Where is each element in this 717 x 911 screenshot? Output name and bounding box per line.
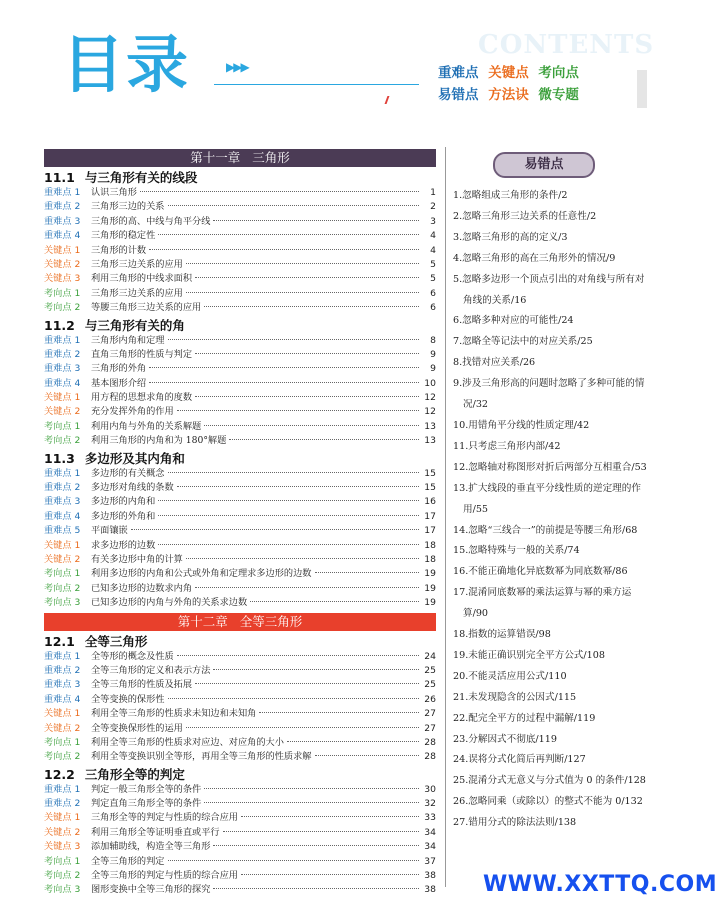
toc-row[interactable] — [44, 722, 436, 736]
toc-row-page: 4 — [430, 244, 436, 256]
toc-row[interactable] — [44, 258, 436, 272]
section-title: 多边形及其内角和 — [84, 450, 185, 466]
toc-row[interactable] — [44, 200, 436, 214]
toc-row-page: 33 — [424, 812, 436, 824]
toc-row-tag: 考向点 3 — [44, 884, 81, 896]
column-divider — [445, 147, 446, 887]
toc-row-page: 25 — [424, 679, 436, 691]
toc-row-page: 2 — [430, 201, 436, 213]
error-point-item[interactable]: 1.忽略组成三角形的条件/2 — [453, 190, 568, 201]
toc-row-title: 充分发挥外角的作用 — [91, 406, 174, 418]
toc-row-page: 6 — [430, 287, 436, 299]
toc-row-tag: 重难点 1 — [44, 187, 81, 198]
legend-fangfajue: 方法诀 — [488, 87, 529, 103]
toc-row-title: 平面镶嵌 — [91, 525, 128, 537]
toc-row-title: 等腰三角形三边关系的应用 — [91, 302, 202, 314]
section-heading[interactable] — [44, 767, 436, 783]
dot-leader — [241, 816, 419, 817]
legend-row-1 — [438, 62, 658, 84]
dot-leader — [213, 669, 419, 670]
toc-row-tag: 关键点 2 — [44, 722, 81, 734]
toc-row-title: 三角形的外角 — [91, 363, 147, 375]
toc-row[interactable] — [44, 186, 436, 200]
error-point-item[interactable]: 26.忽略同乘（或除以）的整式不能为 0/132 — [453, 796, 643, 808]
toc-row-title: 利用全等变换识别全等形，再用全等三角形的性质求解 — [91, 751, 312, 763]
dot-leader — [213, 220, 419, 221]
dot-leader — [168, 339, 420, 340]
header-divider — [214, 84, 419, 85]
section-heading[interactable] — [44, 170, 436, 186]
dot-leader — [213, 845, 419, 846]
toc-row-tag: 重难点 2 — [44, 798, 81, 810]
toc-row-page: 12 — [424, 406, 436, 418]
toc-row-tag: 关键点 2 — [44, 406, 81, 418]
toc-row[interactable] — [44, 510, 436, 524]
toc-row-title: 添加辅助线，构造全等三角形 — [91, 841, 211, 853]
toc-row-title: 全等变换保形性的运用 — [91, 722, 183, 734]
dot-leader — [195, 587, 419, 588]
toc-row[interactable] — [44, 539, 436, 553]
chapter-header[interactable] — [44, 149, 436, 167]
toc-row-page: 15 — [424, 467, 436, 479]
toc-row-page: 19 — [424, 582, 436, 594]
toc-row-title: 利用内角与外角的关系解题 — [91, 420, 202, 432]
toc-row-tag: 关键点 1 — [44, 539, 81, 551]
toc-row-title: 判定直角三角形全等的条件 — [91, 798, 202, 810]
toc-row-page: 9 — [430, 363, 436, 375]
dot-leader — [186, 558, 419, 559]
dot-leader — [149, 382, 419, 383]
toc-row-page: 28 — [424, 736, 436, 748]
toc-row-tag: 重难点 4 — [44, 230, 81, 242]
toc-row[interactable] — [44, 434, 436, 448]
toc-row[interactable] — [44, 348, 436, 362]
toc-row-title: 利用三角形全等证明垂直或平行 — [91, 826, 220, 838]
toc-row[interactable] — [44, 736, 436, 750]
error-point-item[interactable]: 20.不能灵活应用公式/110 — [453, 670, 567, 682]
dot-leader — [195, 683, 419, 684]
toc-row[interactable] — [44, 869, 436, 883]
toc-row-page: 30 — [424, 783, 436, 795]
toc-row-page: 27 — [424, 722, 436, 734]
dot-leader — [204, 802, 419, 803]
error-point-item[interactable]: 13.扩大线段的垂直平分线性质的逆定理的作用/55 — [453, 482, 641, 515]
error-point-item[interactable]: 16.不能正确地化异底数幂为同底数幂/86 — [453, 566, 628, 578]
toc-row-tag: 重难点 4 — [44, 510, 81, 522]
toc-row-tag: 重难点 4 — [44, 377, 81, 389]
toc-row[interactable] — [44, 495, 436, 509]
error-point-item[interactable]: 18.指数的运算错误/98 — [453, 629, 551, 641]
toc-row[interactable] — [44, 693, 436, 707]
toc-row[interactable] — [44, 405, 436, 419]
toc-row-page: 19 — [424, 597, 436, 609]
toc-row[interactable] — [44, 883, 436, 897]
error-point-item[interactable]: 22.配完全平方的过程中漏解/119 — [453, 712, 596, 724]
dot-leader — [259, 712, 419, 713]
legend-zhongnandian: 重难点 — [438, 65, 479, 81]
toc-row-title: 基本图形介绍 — [91, 377, 147, 389]
toc-row-page: 8 — [430, 334, 436, 346]
toc-row-tag: 重难点 2 — [44, 201, 81, 213]
error-point-item[interactable]: 24.误将分式化简后再判断/127 — [453, 754, 586, 766]
toc-row-tag: 关键点 1 — [44, 708, 81, 720]
toc-row[interactable] — [44, 811, 436, 825]
toc-row-page: 25 — [424, 664, 436, 676]
error-point-item[interactable]: 25.混淆分式无意义与分式值为 0 的条件/128 — [453, 775, 646, 787]
error-point-item[interactable]: 7.忽略全等记法中的对应关系/25 — [453, 336, 593, 348]
toc-row-tag: 重难点 4 — [44, 693, 81, 705]
toc-row[interactable] — [44, 750, 436, 764]
toc-row-page: 13 — [424, 420, 436, 432]
toc-row-tag: 考向点 1 — [44, 855, 81, 867]
toc-row[interactable] — [44, 783, 436, 797]
toc-row[interactable] — [44, 797, 436, 811]
toc-row-tag: 关键点 2 — [44, 826, 81, 838]
dot-leader — [168, 472, 420, 473]
toc-row-title: 全等三角形的判定 — [91, 855, 165, 867]
toc-row-page: 19 — [424, 568, 436, 580]
error-point-item[interactable]: 3.忽略三角形的高的定义/3 — [453, 231, 568, 243]
toc-row-tag: 重难点 2 — [44, 664, 81, 676]
dot-leader — [149, 367, 419, 368]
toc-row-title: 三角形三边关系的应用 — [91, 287, 183, 299]
dot-leader — [250, 601, 419, 602]
toc-row-tag: 重难点 2 — [44, 482, 81, 494]
toc-row[interactable] — [44, 334, 436, 348]
toc-row-title: 三角形的高、中线与角平分线 — [91, 215, 211, 227]
dot-leader — [223, 831, 419, 832]
toc-row-tag: 重难点 1 — [44, 650, 81, 662]
toc-row-title: 三角形的稳定性 — [91, 230, 156, 242]
toc-row-tag: 重难点 3 — [44, 496, 81, 508]
dot-leader — [168, 698, 420, 699]
section-heading[interactable] — [44, 318, 436, 334]
toc-row-tag: 考向点 2 — [44, 582, 81, 594]
toc-row[interactable] — [44, 467, 436, 481]
dot-leader — [131, 529, 419, 530]
toc-row[interactable] — [44, 678, 436, 692]
toc-row-title: 多边形对角线的条数 — [91, 482, 174, 494]
toc-row-title: 全等三角形的性质及拓展 — [91, 679, 193, 691]
toc-row[interactable] — [44, 664, 436, 678]
toc-row[interactable] — [44, 582, 436, 596]
toc-row[interactable] — [44, 362, 436, 376]
toc-row-title: 利用全等三角形的性质求对应边、对应角的大小 — [91, 736, 284, 748]
toc-row[interactable] — [44, 707, 436, 721]
toc-row[interactable] — [44, 272, 436, 286]
toc-row-tag: 关键点 3 — [44, 273, 81, 285]
error-point-item[interactable]: 10.用错角平分线的性质定理/42 — [453, 419, 590, 431]
toc-row-tag: 关键点 3 — [44, 841, 81, 853]
dot-leader — [177, 486, 419, 487]
toc-row-title: 直角三角形的性质与判定 — [91, 348, 193, 360]
toc-row-title: 多边形的外角和 — [91, 510, 156, 522]
toc-row-page: 12 — [424, 392, 436, 404]
error-point-item[interactable]: 5.忽略多边形一个顶点引出的对角线与所有对角线的关系/16 — [453, 273, 645, 306]
toc-row-tag: 关键点 1 — [44, 244, 81, 256]
error-point-item[interactable]: 14.忽略“三线合一”的前提是等腰三角形/68 — [453, 524, 638, 536]
error-points-panel — [453, 147, 653, 834]
toc-row-tag: 重难点 1 — [44, 783, 81, 795]
toc-row[interactable] — [44, 567, 436, 581]
toc-row-page: 16 — [424, 496, 436, 508]
dot-leader — [186, 292, 419, 293]
dot-leader — [158, 544, 419, 545]
toc-row[interactable] — [44, 301, 436, 315]
chapter-number: 第十一章 — [190, 150, 241, 165]
toc-row-page: 18 — [424, 539, 436, 551]
dot-leader — [158, 515, 419, 516]
toc-row-title: 利用全等三角形的性质求未知边和未知角 — [91, 708, 257, 720]
header — [0, 0, 683, 120]
toc-row-page: 26 — [424, 693, 436, 705]
toc-row[interactable] — [44, 244, 436, 258]
toc-row-page: 15 — [424, 482, 436, 494]
toc-row-page: 38 — [424, 884, 436, 896]
toc-row-tag: 考向点 2 — [44, 751, 81, 763]
toc-row-title: 全等形的概念及性质 — [91, 650, 174, 662]
toc-row-title: 求多边形的边数 — [91, 539, 156, 551]
dot-leader — [158, 500, 419, 501]
toc-row-title: 利用多边形的内角和公式或外角和定理求多边形的边数 — [91, 568, 312, 580]
arrow-icon: ▶▶▶ — [226, 60, 248, 74]
toc-row-page: 17 — [424, 510, 436, 522]
dot-leader — [315, 572, 420, 573]
toc-row-page: 3 — [430, 215, 436, 227]
toc-row-title: 有关多边形中角的计算 — [91, 553, 183, 565]
error-point-item[interactable]: 15.忽略特殊与一般的关系/74 — [453, 545, 580, 557]
error-point-item[interactable]: 12.忽略轴对称图形对折后两部分互相重合/53 — [453, 461, 647, 473]
table-of-contents — [44, 147, 436, 898]
dot-leader — [195, 353, 419, 354]
toc-row-title: 用方程的思想求角的度数 — [91, 392, 193, 404]
toc-row-page: 13 — [424, 435, 436, 447]
dot-leader — [177, 410, 419, 411]
toc-row[interactable] — [44, 481, 436, 495]
toc-row-page: 38 — [424, 870, 436, 882]
toc-row-page: 34 — [424, 826, 436, 838]
toc-row-title: 三角形三边的关系 — [91, 201, 165, 213]
toc-row[interactable] — [44, 840, 436, 854]
toc-row-title: 图形变换中全等三角形的探究 — [91, 884, 211, 896]
toc-row-page: 5 — [430, 273, 436, 285]
chapter-header[interactable] — [44, 613, 436, 631]
dot-leader — [168, 860, 420, 861]
toc-row-tag: 重难点 3 — [44, 679, 81, 691]
dot-leader — [195, 396, 419, 397]
toc-row-page: 4 — [430, 230, 436, 242]
toc-row-title: 三角形三边关系的应用 — [91, 258, 183, 270]
dot-leader — [140, 191, 419, 192]
dot-leader — [204, 788, 419, 789]
toc-row-tag: 考向点 3 — [44, 597, 81, 609]
dot-leader — [158, 234, 419, 235]
toc-row-page: 9 — [430, 348, 436, 360]
section-title: 与三角形有关的角 — [84, 317, 185, 333]
toc-row-page: 10 — [424, 377, 436, 389]
dot-leader — [204, 306, 419, 307]
error-point-item[interactable]: 17.混淆同底数幂的乘法运算与幂的乘方运算/90 — [453, 587, 632, 620]
chapter-name: 全等三角形 — [239, 613, 303, 629]
toc-row-tag: 考向点 2 — [44, 302, 81, 314]
toc-row[interactable] — [44, 391, 436, 405]
error-point-item[interactable]: 6.忽略多种对应的可能性/24 — [453, 315, 574, 327]
toc-row-title: 三角形内角和定理 — [91, 334, 165, 346]
toc-row-tag: 考向点 1 — [44, 287, 81, 299]
section-number: 12.2 — [44, 766, 75, 782]
error-point-item[interactable]: 4.忽略三角形的高在三角形外的情况/9 — [453, 252, 616, 264]
error-points-title: 易错点 — [493, 152, 595, 178]
dot-leader — [168, 205, 420, 206]
toc-row-tag: 重难点 3 — [44, 215, 81, 227]
section-number: 12.1 — [44, 633, 75, 649]
toc-row[interactable] — [44, 420, 436, 434]
page-title-logo: 目录 — [62, 28, 191, 101]
toc-row[interactable] — [44, 553, 436, 567]
toc-row-tag: 重难点 3 — [44, 363, 81, 375]
section-heading[interactable] — [44, 634, 436, 650]
toc-row-page: 32 — [424, 798, 436, 810]
section-title: 全等三角形 — [84, 633, 148, 649]
toc-row-title: 全等三角形的定义和表示方法 — [91, 664, 211, 676]
decorative-mark — [385, 96, 390, 104]
category-legend — [438, 62, 658, 106]
section-number: 11.1 — [44, 170, 75, 185]
error-point-item[interactable]: 2.忽略三角形三边关系的任意性/2 — [453, 210, 597, 222]
legend-weizhuanti: 微专题 — [538, 87, 579, 103]
toc-row-tag: 关键点 1 — [44, 812, 81, 824]
toc-row-title: 多边形的内角和 — [91, 496, 156, 508]
dot-leader — [186, 727, 419, 728]
toc-row-tag: 关键点 2 — [44, 553, 81, 565]
toc-row-title: 认识三角形 — [91, 187, 137, 198]
toc-row-tag: 关键点 2 — [44, 258, 81, 270]
toc-row-title: 多边形的有关概念 — [91, 467, 165, 479]
section-title: 三角形全等的判定 — [84, 766, 185, 782]
toc-row[interactable] — [44, 596, 436, 610]
site-watermark: WWW.XXTTQ.COM — [483, 872, 717, 897]
toc-row-page: 6 — [430, 302, 436, 314]
error-points-list — [453, 186, 653, 834]
toc-row-page: 37 — [424, 855, 436, 867]
dot-leader — [204, 425, 419, 426]
section-number: 11.3 — [44, 450, 75, 466]
toc-row-title: 判定一般三角形全等的条件 — [91, 783, 202, 795]
toc-row-tag: 重难点 5 — [44, 525, 81, 537]
legend-kaoxiangdian: 考向点 — [538, 65, 579, 81]
toc-row[interactable] — [44, 855, 436, 869]
error-point-item[interactable]: 21.未发现隐含的公因式/115 — [453, 691, 577, 703]
toc-row-title: 已知多边形的内角与外角的关系求边数 — [91, 597, 248, 609]
error-point-item[interactable]: 11.只考虑三角形内部/42 — [453, 440, 561, 452]
toc-row-title: 已知多边形的边数求内角 — [91, 582, 193, 594]
error-point-item[interactable]: 19.未能正确识别完全平方公式/108 — [453, 649, 605, 661]
toc-row[interactable] — [44, 229, 436, 243]
dot-leader — [195, 277, 419, 278]
section-heading[interactable] — [44, 451, 436, 467]
toc-row[interactable] — [44, 377, 436, 391]
toc-row[interactable] — [44, 524, 436, 538]
toc-row-page: 17 — [424, 525, 436, 537]
chapter-name: 三角形 — [252, 150, 290, 165]
toc-row-tag: 重难点 1 — [44, 467, 81, 479]
dot-leader — [177, 655, 419, 656]
toc-row[interactable] — [44, 650, 436, 664]
toc-row[interactable] — [44, 215, 436, 229]
toc-row-tag: 考向点 1 — [44, 736, 81, 748]
toc-row-page: 18 — [424, 553, 436, 565]
toc-row-tag: 重难点 1 — [44, 334, 81, 346]
toc-row-page: 28 — [424, 751, 436, 763]
toc-row-page: 27 — [424, 708, 436, 720]
error-point-item[interactable]: 23.分解因式不彻底/119 — [453, 733, 557, 745]
error-point-item[interactable]: 27.错用分式的除法法则/138 — [453, 817, 577, 829]
toc-row[interactable] — [44, 287, 436, 301]
toc-row-tag: 考向点 2 — [44, 435, 81, 447]
legend-row-2 — [438, 84, 658, 106]
chapter-number: 第十二章 — [177, 613, 228, 629]
dot-leader — [229, 439, 419, 440]
toc-row-tag: 关键点 1 — [44, 392, 81, 404]
section-title: 与三角形有关的线段 — [84, 170, 198, 185]
dot-leader — [287, 741, 419, 742]
legend-guanjiandian: 关键点 — [488, 65, 529, 81]
dot-leader — [149, 249, 419, 250]
dot-leader — [315, 755, 420, 756]
dot-leader — [241, 874, 419, 875]
toc-row-page: 5 — [430, 258, 436, 270]
toc-row-tag: 重难点 2 — [44, 348, 81, 360]
toc-row-title: 三角形全等的判定与性质的综合应用 — [91, 812, 238, 824]
error-point-item[interactable]: 9.涉及三角形高的问题时忽略了多种可能的情况/32 — [453, 378, 645, 411]
error-point-item[interactable]: 8.找错对应关系/26 — [453, 357, 536, 369]
toc-row-page: 1 — [430, 187, 436, 198]
toc-row-title: 三角形的计数 — [91, 244, 147, 256]
toc-row-title: 利用三角形的中线求面积 — [91, 273, 193, 285]
dot-leader — [186, 263, 419, 264]
section-number: 11.2 — [44, 317, 75, 333]
legend-yicuodian: 易错点 — [438, 87, 479, 103]
toc-row-title: 利用三角形的内角和为 180°解题 — [91, 435, 227, 447]
toc-row-page: 24 — [424, 650, 436, 662]
toc-row-page: 34 — [424, 841, 436, 853]
dot-leader — [213, 888, 419, 889]
toc-row-tag: 考向点 2 — [44, 870, 81, 882]
toc-row-tag: 考向点 1 — [44, 568, 81, 580]
toc-row-title: 全等变换的保形性 — [91, 693, 165, 705]
toc-row-tag: 考向点 1 — [44, 420, 81, 432]
toc-row[interactable] — [44, 826, 436, 840]
contents-watermark: CONTENTS — [478, 30, 655, 60]
toc-row-title: 全等三角形的判定与性质的综合应用 — [91, 870, 238, 882]
